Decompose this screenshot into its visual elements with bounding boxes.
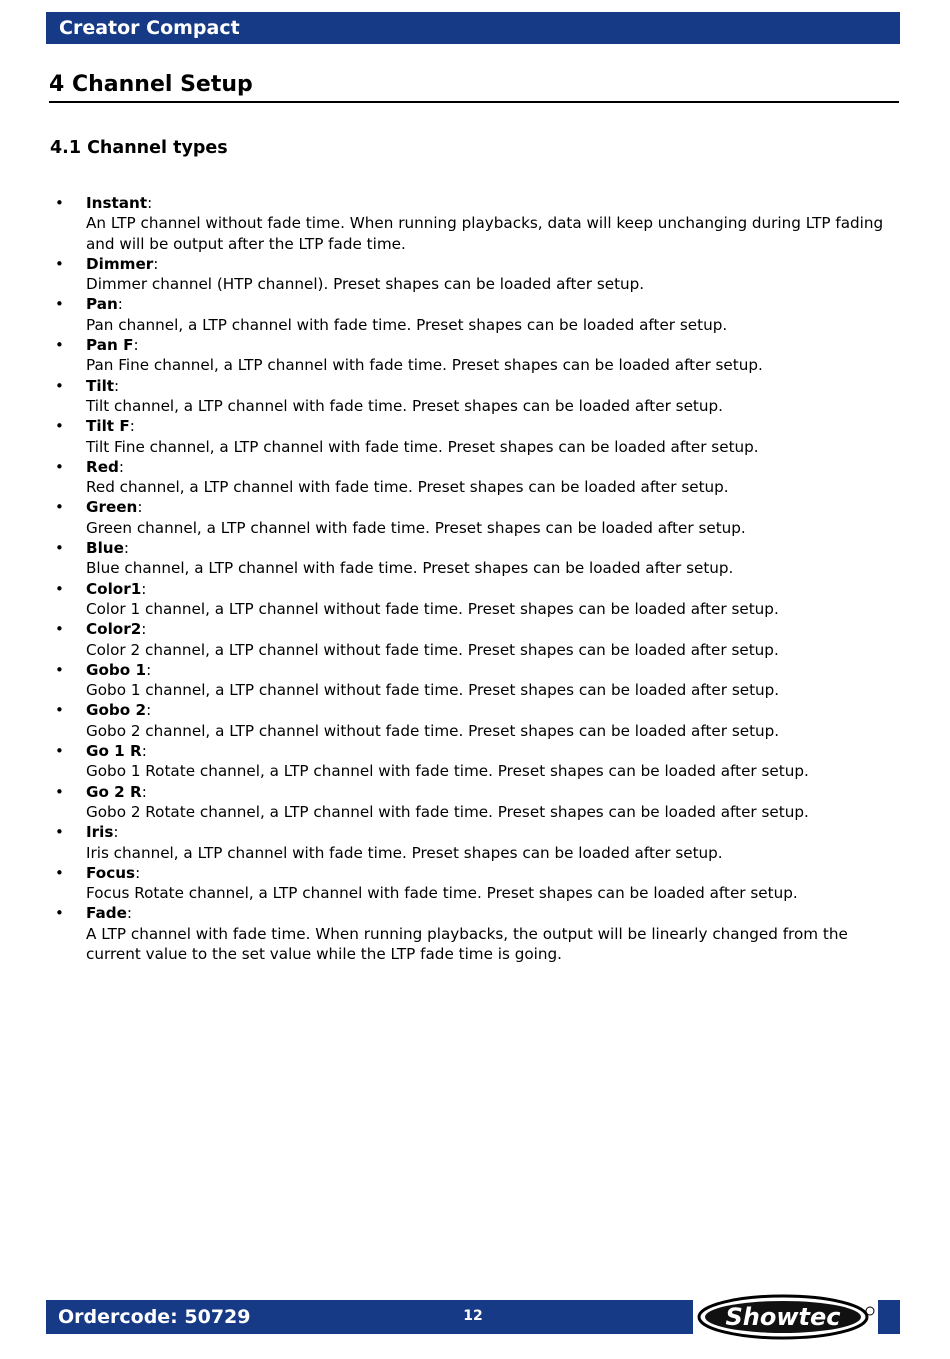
footer-bar-end (878, 1300, 900, 1334)
list-item: • Gobo 1: Gobo 1 channel, a LTP channel without fade time. Preset shapes can be loaded after setup. (50, 660, 895, 701)
section-title: 4.1 Channel types (50, 138, 228, 158)
list-item: • Pan: Pan channel, a LTP channel with fade time. Preset shapes can be loaded after setup. (50, 294, 895, 335)
list-item: • Dimmer: Dimmer channel (HTP channel). Preset shapes can be loaded after setup. (50, 254, 895, 295)
list-item: • Iris: Iris channel, a LTP channel with fade time. Preset shapes can be loaded after setup. (50, 822, 895, 863)
channel-description: Tilt Fine channel, a LTP channel with fade time. Preset shapes can be loaded after setup. (86, 437, 759, 456)
list-item: • Pan F: Pan Fine channel, a LTP channel with fade time. Preset shapes can be loaded after setup. (50, 335, 895, 376)
list-item: • Tilt: Tilt channel, a LTP channel with fade time. Preset shapes can be loaded after setup. (50, 376, 895, 417)
channel-name: Dimmer (86, 254, 154, 273)
channel-description: Focus Rotate channel, a LTP channel with fade time. Preset shapes can be loaded after setup. (86, 884, 798, 903)
channel-name: Color2 (86, 620, 142, 639)
channel-description: Blue channel, a LTP channel with fade time. Preset shapes can be loaded after setup. (86, 559, 734, 578)
bullet-icon: • (55, 904, 64, 923)
ordercode: Ordercode: 50729 (58, 1306, 251, 1328)
channel-name: Tilt (86, 376, 115, 395)
channel-description: Gobo 2 Rotate channel, a LTP channel with fade time. Preset shapes can be loaded after setup. (86, 802, 809, 821)
bullet-icon: • (55, 539, 64, 558)
page-number: 12 (463, 1308, 483, 1324)
header-bar (46, 12, 900, 44)
list-item: • Red: Red channel, a LTP channel with fade time. Preset shapes can be loaded after setup. (50, 457, 895, 498)
bullet-icon: • (55, 863, 64, 882)
bullet-icon: • (55, 742, 64, 761)
bullet-icon: • (55, 417, 64, 436)
channel-name: Pan F (86, 336, 134, 355)
channel-name: Pan (86, 295, 118, 314)
bullet-icon: • (55, 254, 64, 273)
list-item: • Color2: Color 2 channel, a LTP channel without fade time. Preset shapes can be loaded after setup. (50, 619, 895, 660)
channel-description: Dimmer channel (HTP channel). Preset shapes can be loaded after setup. (86, 275, 645, 294)
channel-name: Gobo 2 (86, 701, 147, 720)
channel-description: Iris channel, a LTP channel with fade time. Preset shapes can be loaded after setup. (86, 843, 723, 862)
chapter-title: 4 Channel Setup (49, 72, 899, 103)
channel-description: Gobo 1 channel, a LTP channel without fade time. Preset shapes can be loaded after setup. (86, 681, 780, 700)
list-item: • Focus: Focus Rotate channel, a LTP channel with fade time. Preset shapes can be loaded after setup. (50, 863, 895, 904)
svg-text:Showtec: Showtec (725, 1303, 841, 1331)
channel-name: Green (86, 498, 138, 517)
bullet-icon: • (55, 823, 64, 842)
channel-name: Instant (86, 194, 148, 212)
channel-description: Red channel, a LTP channel with fade time. Preset shapes can be loaded after setup. (86, 478, 729, 497)
channel-description: Tilt channel, a LTP channel with fade time. Preset shapes can be loaded after setup. (86, 396, 723, 415)
list-item: • Color1: Color 1 channel, a LTP channel without fade time. Preset shapes can be loaded after setup. (50, 579, 895, 620)
channel-description: An LTP channel without fade time. When running playbacks, data will keep unchanging during LTP fading and will be output after the LTP fade time. (86, 214, 884, 253)
bullet-icon: • (55, 295, 64, 314)
channel-name: Color1 (86, 579, 142, 598)
bullet-icon: • (55, 194, 64, 212)
bullet-icon: • (55, 620, 64, 639)
list-item: • Fade: A LTP channel with fade time. When running playbacks, the output will be linearly changed from the current value to the set value while the LTP fade time is going. (50, 903, 895, 964)
list-item: • Go 1 R: Gobo 1 Rotate channel, a LTP channel with fade time. Preset shapes can be loaded after setup. (50, 741, 895, 782)
footer-bar (46, 1300, 693, 1334)
document-title: Creator Compact (59, 17, 240, 39)
list-item: • Green: Green channel, a LTP channel with fade time. Preset shapes can be loaded after setup. (50, 497, 895, 538)
channel-name: Go 1 R (86, 742, 142, 761)
list-item: • Tilt F: Tilt Fine channel, a LTP channel with fade time. Preset shapes can be loaded after setup. (50, 416, 895, 457)
bullet-icon: • (55, 498, 64, 517)
list-item: • Blue: Blue channel, a LTP channel with fade time. Preset shapes can be loaded after setup. (50, 538, 895, 579)
list-item: • Go 2 R: Gobo 2 Rotate channel, a LTP channel with fade time. Preset shapes can be loaded after setup. (50, 782, 895, 823)
channel-description: Gobo 2 channel, a LTP channel without fade time. Preset shapes can be loaded after setup. (86, 721, 780, 740)
channel-description: Pan channel, a LTP channel with fade time. Preset shapes can be loaded after setup. (86, 315, 728, 334)
bullet-icon: • (55, 782, 64, 801)
showtec-logo (693, 1292, 878, 1342)
list-item: • Gobo 2: Gobo 2 channel, a LTP channel without fade time. Preset shapes can be loaded after setup. (50, 700, 895, 741)
bullet-icon: • (55, 376, 64, 395)
channel-name: Tilt F (86, 417, 130, 436)
bullet-icon: • (55, 579, 64, 598)
bullet-icon: • (55, 336, 64, 355)
channel-description: Pan Fine channel, a LTP channel with fade time. Preset shapes can be loaded after setup. (86, 356, 763, 375)
bullet-icon: • (55, 660, 64, 679)
channel-name: Gobo 1 (86, 660, 147, 679)
channel-name: Fade (86, 904, 127, 923)
bullet-icon: • (55, 457, 64, 476)
channel-description: Green channel, a LTP channel with fade time. Preset shapes can be loaded after setup. (86, 518, 746, 537)
channel-description: Color 1 channel, a LTP channel without fade time. Preset shapes can be loaded after setup. (86, 599, 779, 618)
list-item: • Instant: An LTP channel without fade time. When running playbacks, data will keep unchanging during LTP fading and will be output after the LTP fade time. (50, 193, 895, 254)
channel-description: Gobo 1 Rotate channel, a LTP channel with fade time. Preset shapes can be loaded after setup. (86, 762, 809, 781)
channel-description: A LTP channel with fade time. When running playbacks, the output will be linearly changed from the current value to the set value while the LTP fade time is going. (86, 924, 848, 963)
channel-name: Go 2 R (86, 782, 142, 801)
channel-name: Blue (86, 539, 124, 558)
channel-name: Iris (86, 823, 114, 842)
channel-type-list (50, 193, 895, 964)
channel-name: Red (86, 457, 119, 476)
bullet-icon: • (55, 701, 64, 720)
channel-description: Color 2 channel, a LTP channel without fade time. Preset shapes can be loaded after setup. (86, 640, 779, 659)
channel-name: Focus (86, 863, 136, 882)
